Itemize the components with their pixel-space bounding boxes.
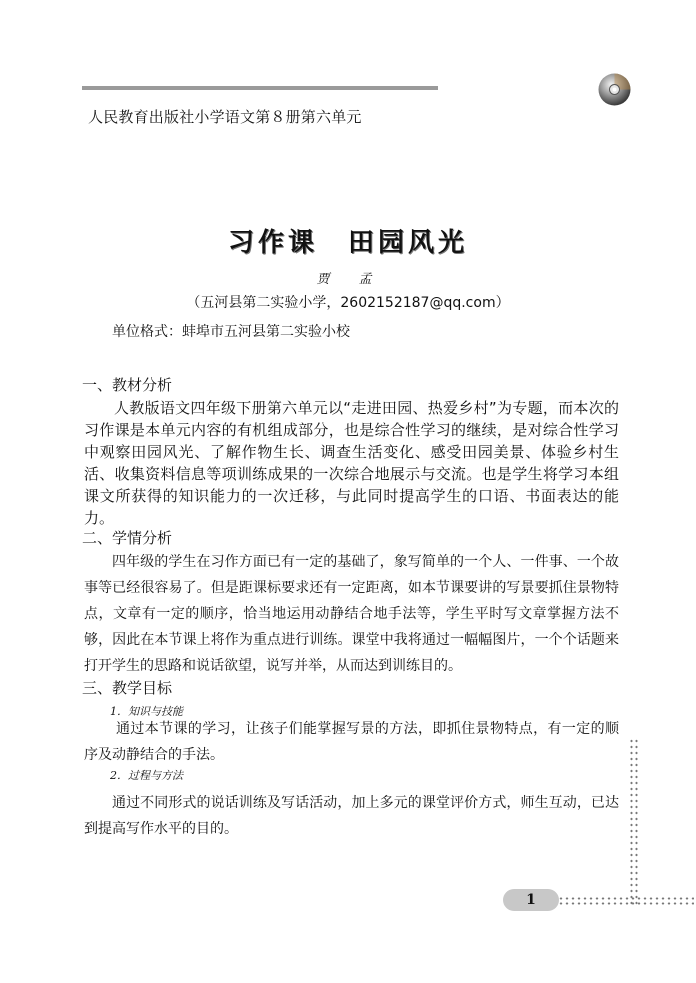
section-text-3b: 通过不同形式的说话训练及写话活动，加上多元的课堂评价方式，师生互动，已达到提高写作水平的目的。	[84, 795, 619, 837]
page-title: 习作课 田园风光	[227, 228, 468, 258]
decorative-dots-horizontal	[558, 896, 694, 906]
page-number: 1	[526, 892, 536, 908]
section-text-3a: 通过本节课的学习，让孩子们能掌握写景的方法，即抓住景物特点，有一定的顺序及动静结合的手法。	[84, 721, 619, 763]
subheading-1: 1．知识与技能	[110, 705, 183, 718]
section-heading-2: 二、学情分析	[82, 529, 173, 547]
subheading-2: 2．过程与方法	[110, 769, 183, 782]
section-text-2: 四年级的学生在习作方面已有一定的基础了，象写简单的一个人、一件事、一个故事等已经很容易了。但是距课标要求还有一定距离，如本节课要讲的写景要抓住景物特点，文章有一定的顺序，恰当地运用动静结合地手法等，学生平时写文章掌握方法不够，因此在本节课上将作为重点进行训练。课堂中我将通过一幅幅图片，一个个话题来打开学生的思路和说话欲望，说写并举，从而达到训练目的。	[84, 554, 619, 674]
affiliation: （五河县第二实验小学，2602152187@qq.com）	[186, 295, 510, 311]
section-text-1: 人教版语文四年级下册第六单元以“走进田园、热爱乡村”为专题，而本次的习作课是本单元内容的有机组成部分，也是综合性学习的继续，是对综合性学习中观察田园风光、了解作物生长、调查生活变化、感受田园美景、体验乡村生活、收集资料信息等项训练成果的一次综合地展示与交流。也是学生将学习本组课文所获得的知识能力的一次迁移，与此同时提高学生的口语、书面表达的能力。	[84, 399, 619, 527]
header-text: 人民教育出版社小学语文第８册第六单元	[88, 108, 362, 126]
author: 贾 孟	[316, 272, 380, 287]
section-heading-3: 三、教学目标	[82, 679, 173, 697]
section-heading-1: 一、教材分析	[82, 376, 173, 394]
header-rule	[82, 86, 438, 90]
unit-line: 单位格式：蚌埠市五河县第二实验小校	[112, 324, 350, 340]
cd-disc-icon	[598, 73, 631, 106]
decorative-dots-vertical	[629, 738, 639, 906]
